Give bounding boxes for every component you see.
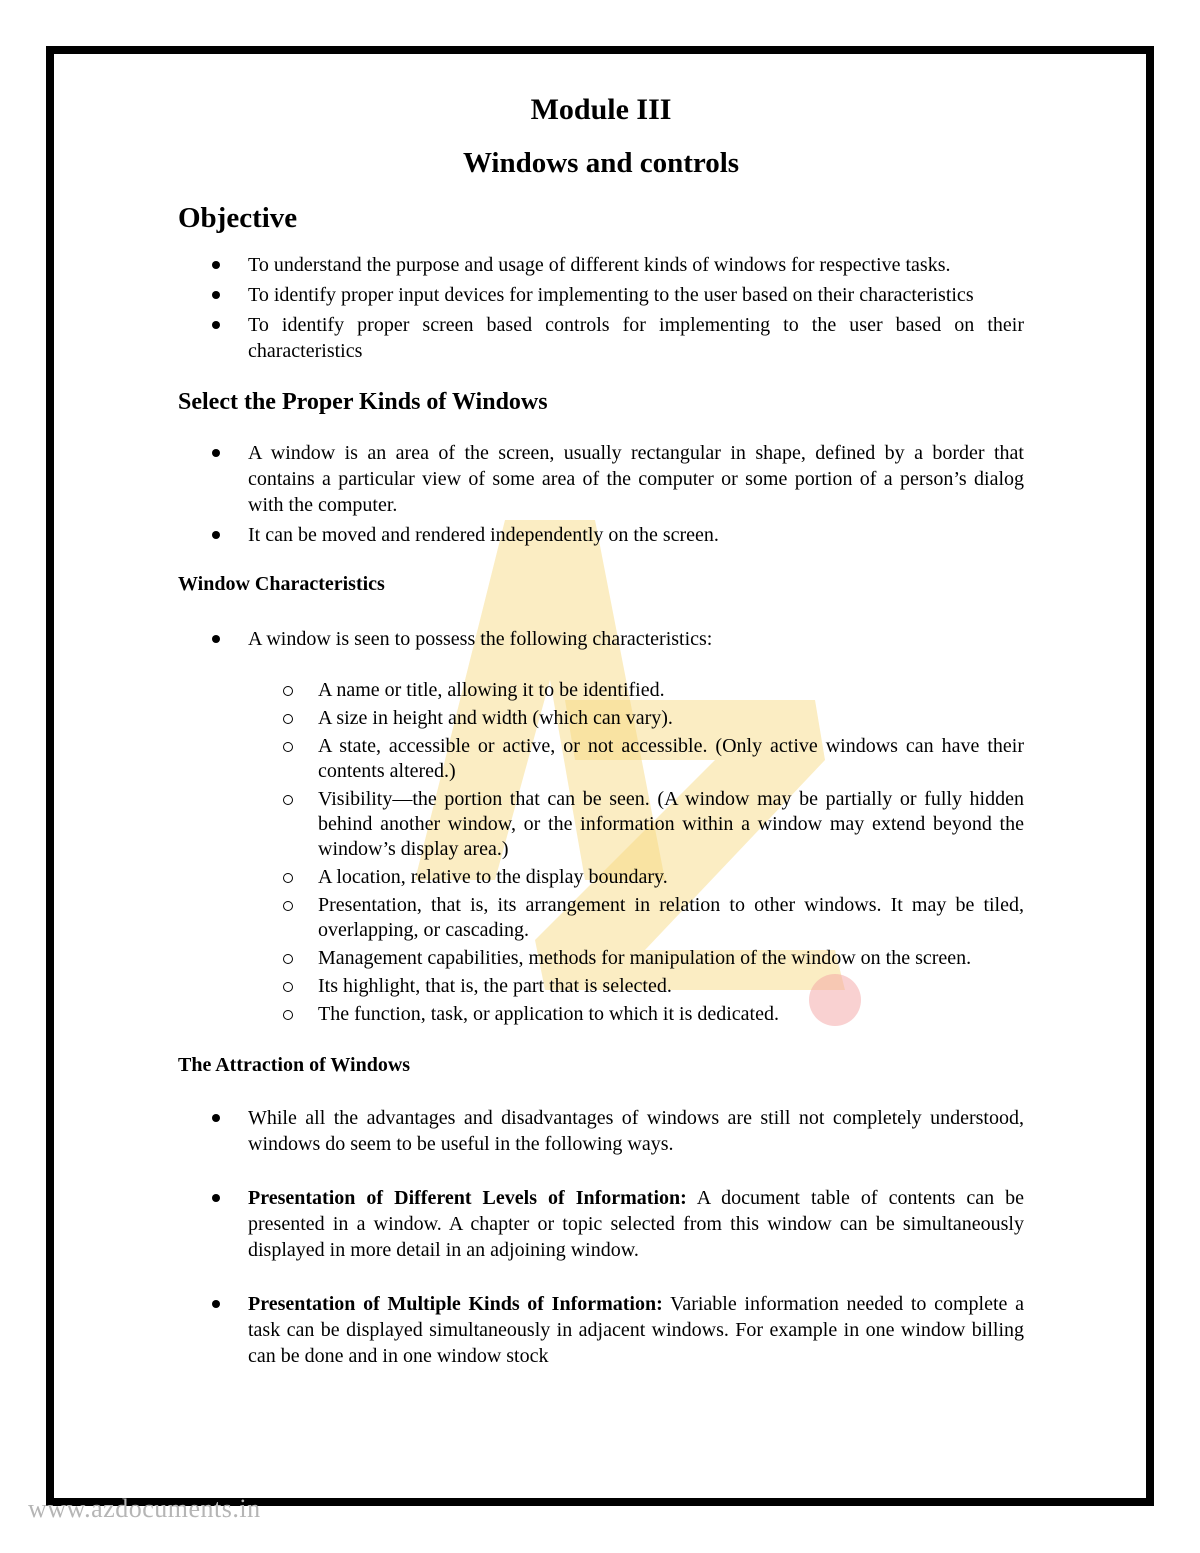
document-body	[178, 90, 1024, 1369]
kinds-list	[178, 440, 1024, 548]
list-item: Management capabilities, methods for manipulation of the window on the screen.	[178, 946, 1024, 971]
list-item: Presentation of Different Levels of Information: A document table of contents can be presented in a window. A chapter or topic selected from this window can be simultaneously displayed in more detail in an adjoining window.	[178, 1185, 1024, 1263]
page-title: Windows and controls	[462, 147, 740, 179]
characteristics-heading: Window Characteristics	[178, 573, 385, 595]
circle-bullet-icon	[283, 954, 293, 964]
bullet-icon	[212, 1114, 220, 1122]
list-item: To understand the purpose and usage of different kinds of windows for respective tasks.	[178, 252, 1024, 278]
module-title: Module III	[530, 93, 672, 126]
circle-bullet-icon	[283, 742, 293, 752]
objective-heading: Objective	[178, 202, 298, 234]
list-item: The function, task, or application to which it is dedicated.	[178, 1002, 1024, 1027]
list-item: A size in height and width (which can vary).	[178, 706, 1024, 731]
circle-bullet-icon	[283, 686, 293, 696]
bullet-icon	[212, 635, 220, 643]
bullet-icon	[212, 1194, 220, 1202]
circle-bullet-icon	[283, 982, 293, 992]
attraction-list	[178, 1105, 1024, 1369]
circle-bullet-icon	[283, 795, 293, 805]
list-item: Presentation of Multiple Kinds of Information: Variable information needed to complete a task can be displayed simultaneously in adjacent windows. For example in one window billing can be done and in one window stock	[178, 1291, 1024, 1369]
bullet-icon	[212, 321, 220, 329]
list-item: A name or title, allowing it to be identified.	[178, 678, 1024, 703]
list-item: Its highlight, that is, the part that is selected.	[178, 974, 1024, 999]
kinds-heading: Select the Proper Kinds of Windows	[178, 389, 548, 415]
list-item: A location, relative to the display boundary.	[178, 865, 1024, 890]
bullet-icon	[212, 449, 220, 457]
characteristics-intro-list	[178, 626, 1024, 652]
attraction-heading: The Attraction of Windows	[178, 1054, 411, 1076]
list-item: A state, accessible or active, or not accessible. (Only active windows can have their contents altered.)	[178, 734, 1024, 784]
circle-bullet-icon	[283, 873, 293, 883]
bullet-icon	[212, 261, 220, 269]
bullet-icon	[212, 291, 220, 299]
list-item: While all the advantages and disadvantages of windows are still not completely understood, windows do seem to be useful in the following ways.	[178, 1105, 1024, 1157]
circle-bullet-icon	[283, 714, 293, 724]
circle-bullet-icon	[283, 1010, 293, 1020]
bullet-icon	[212, 531, 220, 539]
objective-list	[178, 252, 1024, 364]
list-item: Visibility—the portion that can be seen. (A window may be partially or fully hidden behind another window, or the information within a window may extend beyond the window’s display area.)	[178, 787, 1024, 862]
characteristics-list	[178, 678, 1024, 1027]
bullet-icon	[212, 1300, 220, 1308]
list-item: To identify proper screen based controls for implementing to the user based on their characteristics	[178, 312, 1024, 364]
list-item: To identify proper input devices for implementing to the user based on their characteristics	[178, 282, 1024, 308]
footer-watermark-url: www.azdocuments.in	[28, 1494, 261, 1523]
list-item: It can be moved and rendered independently on the screen.	[178, 522, 1024, 548]
list-item: A window is seen to possess the following characteristics:	[178, 626, 1024, 652]
list-item: Presentation, that is, its arrangement in relation to other windows. It may be tiled, overlapping, or cascading.	[178, 893, 1024, 943]
circle-bullet-icon	[283, 901, 293, 911]
list-item: A window is an area of the screen, usually rectangular in shape, defined by a border that contains a particular view of some area of the computer or some portion of a person’s dialog with the computer.	[178, 440, 1024, 518]
